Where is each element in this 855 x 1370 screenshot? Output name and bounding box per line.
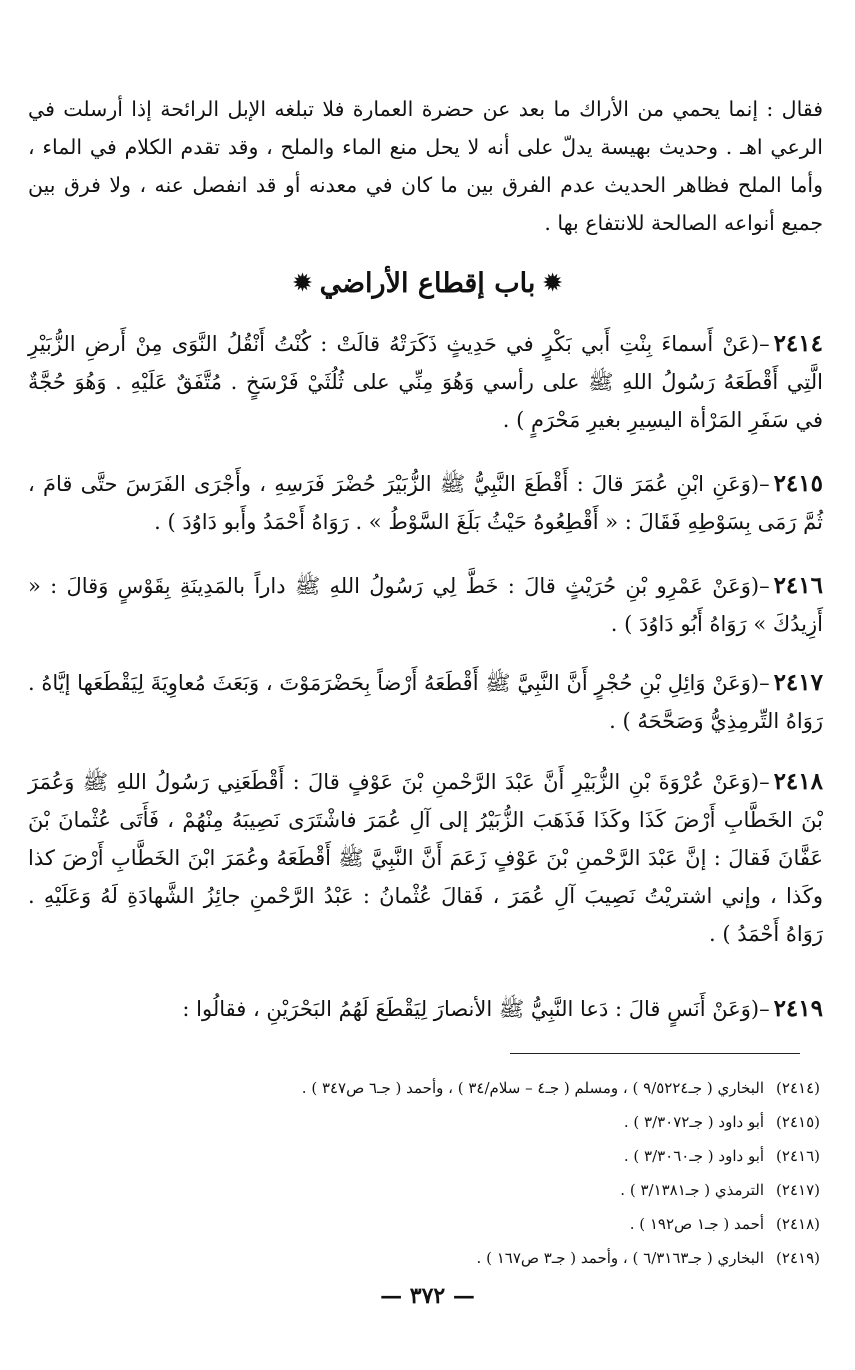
footnote-text: الترمذي ( جـ٣/١٣٨١ ) . [620,1181,765,1199]
hadith-2416 [28,567,823,643]
footnote [100,1071,820,1105]
hadith-number: ٢٤١٧ [773,669,823,696]
hadith-2419 [28,990,823,1028]
hadith-text: –(وَعَنِ ابْنِ عُمَرَ قالَ : أَقْطَعَ النَّبِيُّ ﷺ الزُّبَيْرَ حُضْرَ فَرَسِهِ ، وأَجْرَى الفَرَسَ حتَّى قامَ ، ثُمَّ رَمَى بِسَوْطِهِ فَقَالَ : « أَقْطِعُوهُ حَيْثُ بَلَغَ السَّوْطُ » . رَوَاهُ أَحْمَدُ وأَبو دَاوُدَ ) . [28,472,823,534]
star-ornament-icon: ✹ [543,270,562,296]
hadith-text: –(وَعَنْ أَنَسٍ قالَ : دَعا النَّبِيُّ ﷺ الأنصارَ لِيَقْطَعَ لَهُمُ البَحْرَيْنِ ، فقالُوا : [182,997,770,1021]
hadith-number: ٢٤١٤ [773,330,823,357]
hadith-number: ٢٤١٥ [773,470,823,497]
footnote [100,1105,820,1139]
hadith-number: ٢٤١٩ [773,995,823,1022]
footnote-number: (٢٤١٦) [776,1147,820,1165]
hadith-text: –(وَعَنْ عَمْرِو بْنِ حُرَيْثٍ قالَ : خَطَّ لِي رَسُولُ اللهِ ﷺ داراً بالمَدِينَةِ بِقَوْسٍ وَقالَ : « أَزِيدُكَ » رَوَاهُ أَبُو دَاوُدَ ) . [28,574,823,636]
hadith-number: ٢٤١٨ [773,768,823,795]
hadith-2418 [28,763,823,953]
hadith-2417 [28,664,823,740]
footnote [100,1173,820,1207]
footnote-number: (٢٤١٧) [776,1181,820,1199]
hadith-text: –(وَعَنْ وَائِلِ بْنِ حُجْرٍ أَنَّ النَّبِيَّ ﷺ أَقْطَعَهُ أَرْضاً بِحَضْرَمَوْتَ ، وَبَعَثَ مُعاوِيَةَ لِيَقْطَعَها إيَّاهُ . رَوَاهُ التِّرمِذِيُّ وَصَحَّحَهُ ) . [28,671,823,733]
footnote [100,1207,820,1241]
hadith-number: ٢٤١٦ [773,572,823,599]
chapter-heading [0,268,855,299]
footnote [100,1139,820,1173]
hadith-2414 [28,325,823,439]
footnote-number: (٢٤١٤) [776,1079,820,1097]
hadith-2415 [28,465,823,541]
footnote-text: أحمد ( جـ١ ص١٩٢ ) . [629,1215,765,1233]
footnote-number: (٢٤١٥) [776,1113,820,1131]
intro-paragraph: فقال : إنما يحمي من الأراك ما بعد عن حضرة العمارة فلا تبلغه الإبل الرائحة إذا أرسلت في الرعي اهـ . وحديث بهيسة يدلّ على أنه لا يحل منع الماء والملح ، وقد تقدم الكلام في الماء ، وأما الملح فظاهر الحديث عدم الفرق بين ما كان في معدنه أو قد انفصل عنه ، ولا فرق بين جميع أنواعه الصالحة للانتفاع بها . [28,97,823,235]
footnote-number: (٢٤١٨) [776,1215,820,1233]
footnote-divider [510,1053,800,1054]
star-ornament-icon: ✹ [293,270,312,296]
footnote-text: البخاري ( جـ٦/٣١٦٣ ) ، وأحمد ( جـ٣ ص١٦٧ ) . [476,1249,765,1267]
hadith-text: –(عَنْ أَسماءَ بِنْتِ أَبي بَكْرٍ في حَدِيثٍ ذَكَرَتْهُ قالَتْ : كُنْتُ أَنْقُلُ النَّوَى مِنْ أَرضِ الزُّبَيْرِ الَّتِي أَقْطَعَهُ رَسُولُ اللهِ ﷺ على رأسي وَهُوَ مِنِّي على ثُلُثَيْ فَرْسَخٍ . مُتَّفَقٌ عَلَيْهِ . وَهُوَ حُجَّةٌ في سَفَرِ المَرْأة اليسِيرِ بغيرِ مَحْرَمٍ ) . [28,332,823,432]
footnote-text: البخاري ( جـ٩/٥٢٢٤ ) ، ومسلم ( جـ٤ – سلام/٣٤ ) ، وأحمد ( جـ٦ ص٣٤٧ ) . [301,1079,765,1097]
footnote-text: أبو داود ( جـ٣/٣٠٦٠ ) . [623,1147,765,1165]
page-number: — ٣٧٢ — [380,1283,475,1309]
footnote-number: (٢٤١٩) [776,1249,820,1267]
footnote [100,1241,820,1275]
chapter-title: باب إقطاع الأراضي [319,268,536,299]
hadith-text: –(وَعَنْ عُرْوَةَ بْنِ الزُّبَيْرِ أَنَّ عَبْدَ الرَّحْمنِ بْنَ عَوْفٍ قالَ : أَقْطَعَنِي رَسُولُ اللهِ ﷺ وَعُمَرَ بْنَ الخَطَّابِ أَرْضَ كَذَا وكَذَا فَذَهَبَ الزُّبَيْرُ إلى آلِ عُمَرَ فاشْتَرَى نَصِيبَهُ مِنْهُمْ ، فَأَتَى عُثْمانَ بْنَ عَفَّانَ فَقالَ : إنَّ عَبْدَ الرَّحْمنِ بْنَ عَوْفٍ زَعَمَ أَنَّ النَّبِيَّ ﷺ أَقْطَعَهُ وعُمَرَ ابْنَ الخَطَّابِ أَرْضَ كذا وكَذا ، وإني اشتريْتُ نَصِيبَ آلِ عُمَرَ ، فَقالَ عُثْمانُ : عَبْدُ الرَّحْمنِ جائِزُ الشَّهادَةِ لَهُ وَعَلَيْهِ . رَوَاهُ أَحْمَدُ ) . [28,770,823,946]
footnote-text: أبو داود ( جـ٣/٣٠٧٢ ) . [623,1113,765,1131]
